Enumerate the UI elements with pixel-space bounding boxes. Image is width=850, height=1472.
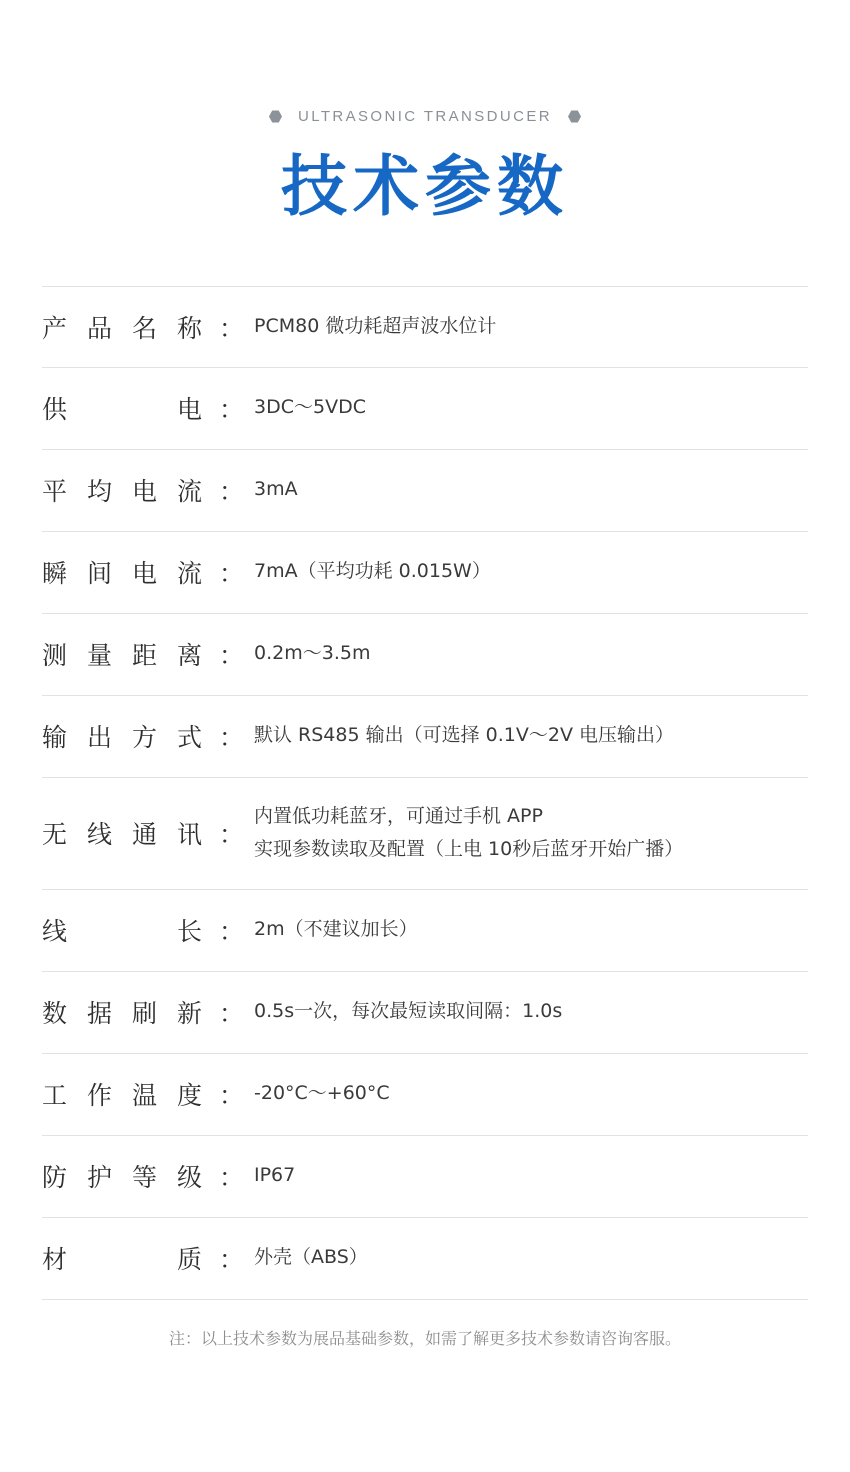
spec-value-line: 7mA（平均功耗 0.015W） [254, 560, 491, 583]
spec-label-text: 瞬 间 电 流 [42, 559, 202, 589]
spec-value-line: 实现参数读取及配置（上电 10秒后蓝牙开始广播） [254, 838, 684, 861]
spec-value-line: 0.2m～3.5m [254, 642, 371, 665]
spec-label: 线 长 ： [42, 912, 250, 948]
spec-label-text: 数 据 刷 新 [42, 999, 202, 1029]
spec-value-line: 内置低功耗蓝牙，可通过手机 APP [254, 804, 543, 827]
spec-label-text: 输 出 方 式 [42, 723, 202, 753]
spec-value [250, 719, 808, 752]
spec-value-line: 外壳（ABS） [254, 1246, 368, 1269]
spec-value [250, 1077, 808, 1110]
spec-label-text: 工 作 温 度 [42, 1081, 202, 1111]
spec-label-text: 线 长 [42, 917, 202, 947]
spec-value-line: 3DC～5VDC [254, 396, 366, 419]
table-row [42, 1218, 808, 1300]
spec-label: 瞬 间 电 流 ： [42, 554, 250, 590]
spec-value [250, 913, 808, 946]
spec-value-line: IP67 [254, 1164, 296, 1187]
table-row [42, 1136, 808, 1218]
spec-value-line: 0.5s一次，每次最短读取间隔：1.0s [254, 1000, 563, 1023]
spec-value-line: -20°C～+60°C [254, 1082, 390, 1105]
page-header [0, 0, 850, 224]
spec-label: 材 质 ： [42, 1240, 250, 1276]
spec-label-text: 防 护 等 级 [42, 1163, 202, 1193]
spec-value-line: 默认 RS485 输出（可选择 0.1V～2V 电压输出） [254, 724, 674, 747]
spec-label-text: 供 电 [42, 395, 202, 425]
eyebrow-text: ULTRASONIC TRANSDUCER [297, 108, 553, 125]
spec-label: 平 均 电 流 ： [42, 472, 250, 508]
spec-table [42, 286, 808, 1300]
spec-label: 无 线 通 讯 ： [42, 815, 250, 851]
footnote: 注：以上技术参数为展品基础参数，如需了解更多技术参数请咨询客服。 [168, 1328, 681, 1348]
table-row [42, 696, 808, 778]
hexagon-icon-right [568, 110, 581, 123]
spec-label-text: 测 量 距 离 [42, 641, 202, 671]
table-row [42, 450, 808, 532]
table-row [42, 972, 808, 1054]
table-row [42, 286, 808, 368]
spec-value [250, 555, 808, 588]
spec-value [250, 1159, 808, 1192]
spec-label: 数 据 刷 新 ： [42, 994, 250, 1030]
spec-label-text: 材 质 [42, 1245, 202, 1275]
table-row [42, 1054, 808, 1136]
spec-label-text: 无 线 通 讯 [42, 820, 202, 850]
spec-value [250, 473, 808, 506]
table-row [42, 890, 808, 972]
spec-label: 防 护 等 级 ： [42, 1158, 250, 1194]
spec-value [250, 800, 808, 867]
table-row [42, 614, 808, 696]
eyebrow-row [0, 108, 850, 125]
table-row [42, 368, 808, 450]
spec-label: 测 量 距 离 ： [42, 636, 250, 672]
page-title: 技术参数 [281, 148, 569, 225]
spec-value [250, 637, 808, 670]
spec-label-text: 平 均 电 流 [42, 477, 202, 507]
spec-label: 供 电 ： [42, 390, 250, 426]
spec-value [250, 391, 808, 424]
spec-value [250, 1241, 808, 1274]
spec-label: 输 出 方 式 ： [42, 718, 250, 754]
spec-label: 工 作 温 度 ： [42, 1076, 250, 1112]
hexagon-icon-left [269, 110, 282, 123]
table-row [42, 778, 808, 890]
spec-value [250, 310, 808, 343]
spec-value-line: PCM80 微功耗超声波水位计 [254, 314, 497, 337]
spec-value-line: 3mA [254, 478, 298, 501]
spec-value [250, 995, 808, 1028]
spec-label: 产 品 名 称 ： [42, 309, 250, 345]
spec-value-line: 2m（不建议加长） [254, 918, 418, 941]
table-row [42, 532, 808, 614]
spec-label-text: 产 品 名 称 [42, 313, 202, 343]
